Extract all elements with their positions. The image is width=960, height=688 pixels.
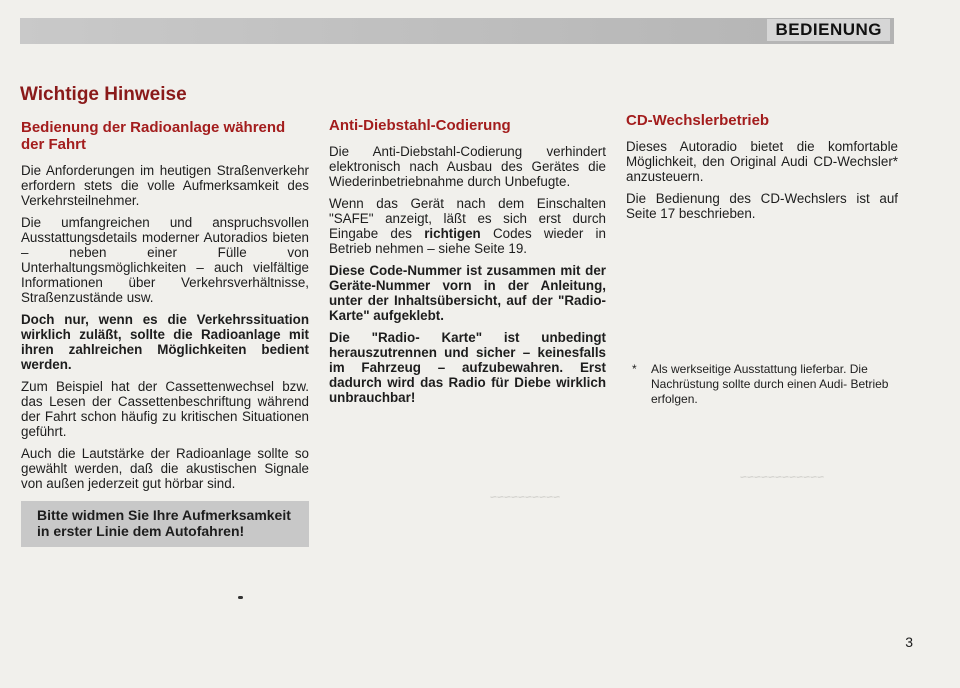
paragraph-emphasis: Diese Code-Nummer ist zusammen mit der Geräte-Nummer vorn in der Anleitung, unter der Inhaltsübersicht, auf der "Radio-Karte" aufgeklebt. (329, 263, 606, 323)
ink-speck (238, 596, 243, 599)
header-bar (20, 18, 894, 44)
paragraph: Die Anforderungen im heutigen Straßenverkehr erfordern stets die volle Aufmerksamkeit des Verkehrsteilnehmer. (21, 163, 309, 208)
footnote-marker: * (632, 362, 637, 376)
text-segment: Codes wieder in Betrieb nehmen – siehe Seite 19. (329, 226, 606, 256)
paragraph: Die Bedienung des CD-Wechslers ist auf Seite 17 beschrieben. (626, 191, 898, 221)
paragraph: Zum Beispiel hat der Cassettenwechsel bzw. das Lesen der Cassettenbeschriftung während der Fahrt schon häufig zu kritischen Situationen geführt. (21, 379, 309, 439)
text-emphasis: richtigen (424, 226, 481, 241)
heading-radio-operation: Bedienung der Radioanlage während der Fahrt (21, 119, 286, 153)
heading-cd-changer: CD-Wechslerbetrieb (626, 112, 770, 129)
heading-anti-theft: Anti-Diebstahl-Codierung (329, 117, 511, 134)
page-number: 3 (905, 634, 913, 650)
column-radio-operation (21, 119, 309, 547)
paragraph-emphasis: Doch nur, wenn es die Verkehrssituation wirklich zuläßt, sollte die Radioanlage mit ihren zahlreichen Möglichkeiten bedient werden. (21, 312, 309, 372)
column-cd-changer (626, 112, 898, 228)
text-segment: Wenn das Gerät nach dem Einschalten "SAFE" anzeigt, läßt es sich erst durch Eingabe des (329, 196, 606, 241)
bleed-through-text: ~~~~~~~~~~ (490, 490, 561, 504)
paragraph (329, 196, 606, 256)
column-anti-theft (329, 117, 606, 412)
bleed-through-text: ~~~~~~~~~~~~ (740, 470, 825, 484)
paragraph: Auch die Lautstärke der Radioanlage sollte so gewählt werden, daß die akustischen Signale von außen jederzeit gut hörbar sind. (21, 446, 309, 491)
warning-box: Bitte widmen Sie Ihre Aufmerksamkeit in erster Linie dem Autofahren! (21, 501, 309, 547)
footnote-text: Als werkseitige Ausstattung lieferbar. Die Nachrüstung sollte durch einen Audi- Betrieb erfolgen. (651, 362, 889, 406)
section-label: BEDIENUNG (767, 19, 890, 41)
page-title: Wichtige Hinweise (20, 84, 187, 105)
paragraph-emphasis: Die "Radio- Karte" ist unbedingt herauszutrennen und sicher – keinesfalls im Fahrzeug – aufzubewahren. Erst dadurch wird das Radio für Diebe wirklich unbrauchbar! (329, 330, 606, 405)
footnote (632, 362, 908, 407)
paragraph: Dieses Autoradio bietet die komfortable Möglichkeit, den Original Audi CD-Wechsler* anzusteuern. (626, 139, 898, 184)
paragraph: Die Anti-Diebstahl-Codierung verhindert elektronisch nach Ausbau des Gerätes die Wiederinbetriebnahme durch Unbefugte. (329, 144, 606, 189)
paragraph: Die umfangreichen und anspruchsvollen Ausstattungsdetails moderner Autoradios bieten – neben einer Fülle von Unterhaltungsmöglichkeiten – auch vielfältige Informationen über Verkehrsverhältnisse, Straßenzustände usw. (21, 215, 309, 305)
